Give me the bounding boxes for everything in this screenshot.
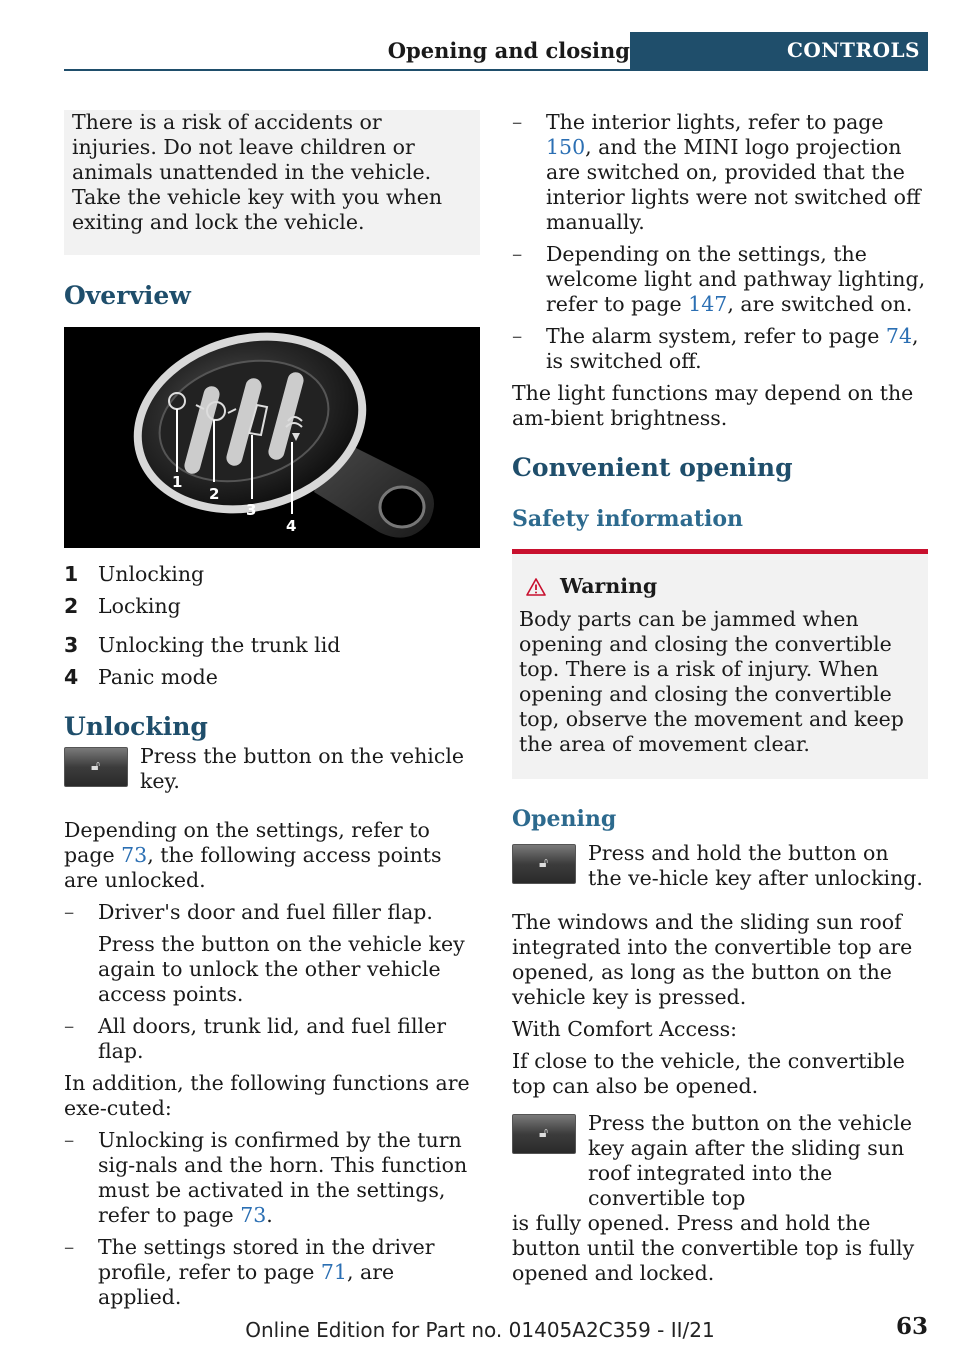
functions-list-cont	[512, 110, 928, 374]
opening-heading: Opening	[512, 806, 617, 832]
page-link[interactable]: 74	[885, 324, 913, 348]
legend-row: 2 Locking	[64, 594, 181, 618]
legend-row: 3 Unlocking the trunk lid	[64, 633, 341, 657]
comfort-paragraph: If close to the vehicle, the convertible top can also be opened.	[512, 1049, 905, 1098]
notice-box	[64, 110, 480, 255]
unlocking-heading: Unlocking	[64, 712, 208, 741]
chapter-tab: CONTROLS	[630, 32, 928, 69]
section-title: Opening and closing	[387, 38, 630, 63]
page-link[interactable]: 71	[320, 1260, 347, 1284]
access-points-list-2	[64, 1014, 480, 1064]
page-number: 63	[895, 1313, 928, 1340]
page-link[interactable]: 73	[240, 1203, 267, 1227]
unlock-button-icon: 🔓︎	[512, 844, 576, 884]
opening-press-text: Press and hold the button on the ve‐hicle key after unlocking.	[588, 841, 923, 890]
list-item: – The interior lights, refer to page 150, and the MINI logo projection are switched on, provided that the interior lights were not switched off manually.	[512, 110, 928, 235]
again-press-text: Press the button on the vehicle key again after the sliding sun roof integrated into the convertible top	[588, 1111, 913, 1210]
depending-paragraph: Depending on the settings, refer to page 73, the following access points are unlocked.	[64, 818, 442, 892]
page-link[interactable]: 150	[546, 135, 586, 159]
again-button-row	[512, 1111, 928, 1211]
functions-list	[64, 1128, 480, 1310]
safety-heading: Safety information	[512, 506, 744, 532]
overview-heading: Overview	[64, 281, 191, 310]
page-link[interactable]: 147	[688, 292, 728, 316]
key-legend	[64, 562, 480, 690]
list-item: – The settings stored in the driver profile, refer to page 71, are applied.	[64, 1235, 480, 1310]
unlock-button-icon: 🔓︎	[512, 1114, 576, 1154]
unlock-button-icon: 🔓︎	[64, 747, 128, 787]
key-label-3: 3	[246, 501, 257, 519]
unlock-press-text: Press the button on the vehicle key.	[140, 744, 465, 793]
footer-edition: Online Edition for Part no. 01405A2C359 - II/21	[245, 1318, 715, 1342]
warning-text: Body parts can be jammed when opening and closing the convertible top. There is a risk of injury. When opening and closing the convertible top, observe the movement and keep the area of movement clear.	[519, 607, 904, 756]
right-column	[512, 110, 928, 1286]
addition-paragraph: In addition, the following functions are exe‐cuted:	[64, 1071, 470, 1120]
left-column	[64, 110, 480, 1310]
list-item: – All doors, trunk lid, and fuel filler flap.	[64, 1014, 480, 1064]
legend-row: 4 Panic mode	[64, 665, 218, 689]
key-label-4: 4	[286, 517, 297, 535]
warning-box	[512, 549, 928, 779]
vehicle-key-icon	[64, 327, 480, 548]
page-link[interactable]: 73	[121, 843, 148, 867]
legend-row: 1 Unlocking	[64, 562, 205, 586]
list-item: – Depending on the settings, the welcome light and pathway lighting, refer to page 147, are switched on.	[512, 242, 928, 317]
windows-paragraph: The windows and the sliding sun roof integrated into the convertible top are opened, as long as the button on the vehicle key is pressed.	[512, 910, 913, 1009]
list-item: – The alarm system, refer to page 74, is switched off.	[512, 324, 928, 374]
unlock-button-row	[64, 744, 480, 794]
key-label-1: 1	[172, 473, 183, 491]
light-note: The light functions may depend on the am‐bient brightness.	[512, 381, 914, 430]
opening-button-row	[512, 841, 928, 891]
list-item: – Unlocking is confirmed by the turn sig‐nals and the horn. This function must be activated in the settings, refer to page 73.	[64, 1128, 480, 1228]
access-points-list	[64, 900, 480, 925]
key-label-2: 2	[209, 485, 220, 503]
warning-triangle-icon	[526, 578, 546, 596]
warning-title: Warning	[526, 574, 920, 599]
page-header	[64, 32, 928, 71]
list-item: – Driver's door and fuel filler flap.	[64, 900, 480, 925]
list-item-sub: Press the button on the vehicle key again to unlock the other vehicle access points.	[98, 932, 465, 1006]
convenient-heading: Convenient opening	[512, 453, 793, 482]
vehicle-key-image	[64, 327, 480, 548]
notice-text: There is a risk of accidents or injuries. Do not leave children or animals unattended in the vehicle. Take the vehicle key with you when exiting and lock the vehicle.	[72, 110, 443, 234]
comfort-title: With Comfort Access:	[512, 1017, 738, 1041]
again-cont-text: is fully opened. Press and hold the button until the convertible top is fully opened and locked.	[512, 1211, 915, 1285]
